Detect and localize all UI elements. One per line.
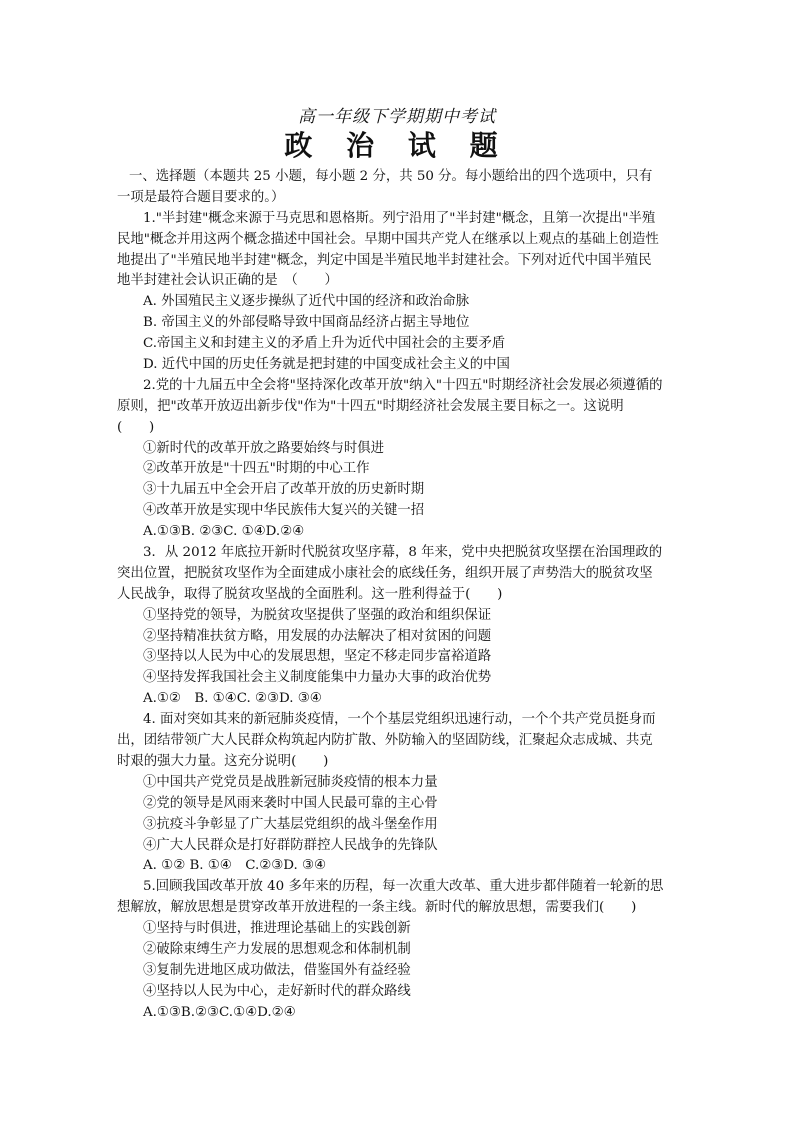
question-4 (117, 710, 687, 877)
statement-line: ②改革开放是"十四五"时期的中心工作 (143, 461, 370, 477)
answer-choices-line: A. ①② B. ①④ C.②③D. ③④ (143, 858, 327, 874)
question-stem-line: 2.党的十九届五中全会将"坚持深化改革开放"纳入"十四五"时期经济社会发展必须遵循的 (143, 377, 663, 393)
statement-line: ④改革开放是实现中华民族伟大复兴的关键一招 (143, 503, 425, 519)
answer-choices-line: A.①② B. ①④C. ②③D. ③④ (143, 691, 322, 707)
option-line: D. 近代中国的历史任务就是把封建的中国变成社会主义的中国 (143, 357, 510, 373)
exam-body (117, 167, 687, 1024)
question-stem-line: 人民战争，取得了脱贫攻坚战的全面胜利。这一胜利得益于( ) (117, 586, 503, 602)
question-stem-line: 1."半封建"概念来源于马克思和恩格斯。列宁沿用了"半封建"概念，且第一次提出"半殖 (143, 210, 656, 226)
question-stem-line: 突出位置，把脱贫攻坚作为全面建成小康社会的底线任务，组织开展了声势浩大的脱贫攻坚 (117, 565, 653, 581)
question-stem-line: 原则，把"改革开放迈出新步伐"作为"十四五"时期经济社会发展主要目标之一。这说明 (117, 398, 624, 414)
answer-choices-line: A.①③B.②③C.①④D.②④ (143, 1004, 296, 1020)
statement-line: ④坚持发挥我国社会主义制度能集中力量办大事的政治优势 (143, 670, 492, 686)
statement-line: ③坚持以人民为中心的发展思想，坚定不移走同步富裕道路 (143, 649, 492, 665)
statement-line: ④广大人民群众是打好群防群控人民战争的先锋队 (143, 837, 438, 853)
statement-line: ③抗疫斗争彰显了广大基层党组织的战斗堡垒作用 (143, 816, 438, 832)
question-3 (117, 543, 687, 710)
answer-choices-line: A.①③B. ②③C. ①④D.②④ (143, 524, 305, 540)
question-stem-line: 时艰的强大力量。这充分说明( ) (117, 753, 329, 769)
section-heading-line: 一项是最符合题目要求的。） (117, 189, 285, 205)
statement-line: ①坚持与时俱进，推进理论基础上的实践创新 (143, 921, 411, 937)
question-stem-line: 地提出了"半殖民地半封建"概念，判定中国是半殖民地半封建社会。下列对近代中国半殖民 (117, 252, 652, 268)
statement-line: ②破除束缚生产力发展的思想观念和体制机制 (143, 941, 411, 957)
question-stem-line: 5.回顾我国改革开放 40 多年来的历程，每一次重大改革、重大进步都伴随着一轮新的思 (143, 879, 664, 895)
section-heading-line: 一、选择题（本题共 25 小题，每小题 2 分，共 50 分。每小题给出的四个选项中，只有 (129, 169, 653, 184)
question-5 (117, 877, 687, 1023)
statement-line: ①中国共产党党员是战胜新冠肺炎疫情的根本力量 (143, 774, 438, 790)
question-stem-line: 地半封建社会认识正确的是 （ ） (117, 273, 338, 289)
option-line: C.帝国主义和封建主义的矛盾上升为近代中国社会的主要矛盾 (143, 336, 506, 352)
question-1 (117, 209, 687, 376)
question-2 (117, 376, 687, 543)
question-stem-line: 想解放，解放思想是贯穿改革开放进程的一条主线。新时代的解放思想，需要我们( ) (117, 900, 637, 916)
statement-line: ②坚持精准扶贫方略，用发展的办法解决了相对贫困的问题 (143, 628, 492, 644)
statement-line: ②党的领导是风雨来袭时中国人民最可靠的主心骨 (143, 795, 438, 811)
statement-line: ③十九届五中全会开启了改革开放的历史新时期 (143, 482, 425, 498)
exam-title: 政 治 试 题 (284, 129, 510, 162)
question-stem-line: 民地"概念并用这两个概念描述中国社会。早期中国共产党人在继承以上观点的基础上创造性 (117, 231, 659, 247)
question-stem-line: 出，团结带领广大人民群众构筑起内防扩散、外防输入的坚固防线，汇聚起众志成城、共克 (117, 733, 653, 749)
statement-line: ④坚持以人民为中心，走好新时代的群众路线 (143, 983, 411, 999)
option-line: A. 外国殖民主义逐步操纵了近代中国的经济和政治命脉 (143, 294, 470, 310)
option-line: B. 帝国主义的外部侵略导致中国商品经济占据主导地位 (143, 315, 470, 331)
question-stem-line: 3．从 2012 年底拉开新时代脱贫攻坚序幕，8 年来，党中央把脱贫攻坚摆在治国理政的 (143, 545, 663, 561)
statement-line: ①坚持党的领导，为脱贫攻坚提供了坚强的政治和组织保证 (143, 607, 492, 623)
statement-line: ③复制先进地区成功做法，借鉴国外有益经验 (143, 962, 411, 978)
question-stem-line: 4. 面对突如其来的新冠肺炎疫情，一个个基层党组织迅速行动，一个个共产党员挺身而 (143, 712, 656, 728)
exam-subtitle: 高一年级下学期期中考试 (298, 107, 496, 127)
question-stem-line: ( ) (117, 419, 155, 435)
statement-line: ①新时代的改革开放之路要始终与时俱进 (143, 440, 385, 456)
